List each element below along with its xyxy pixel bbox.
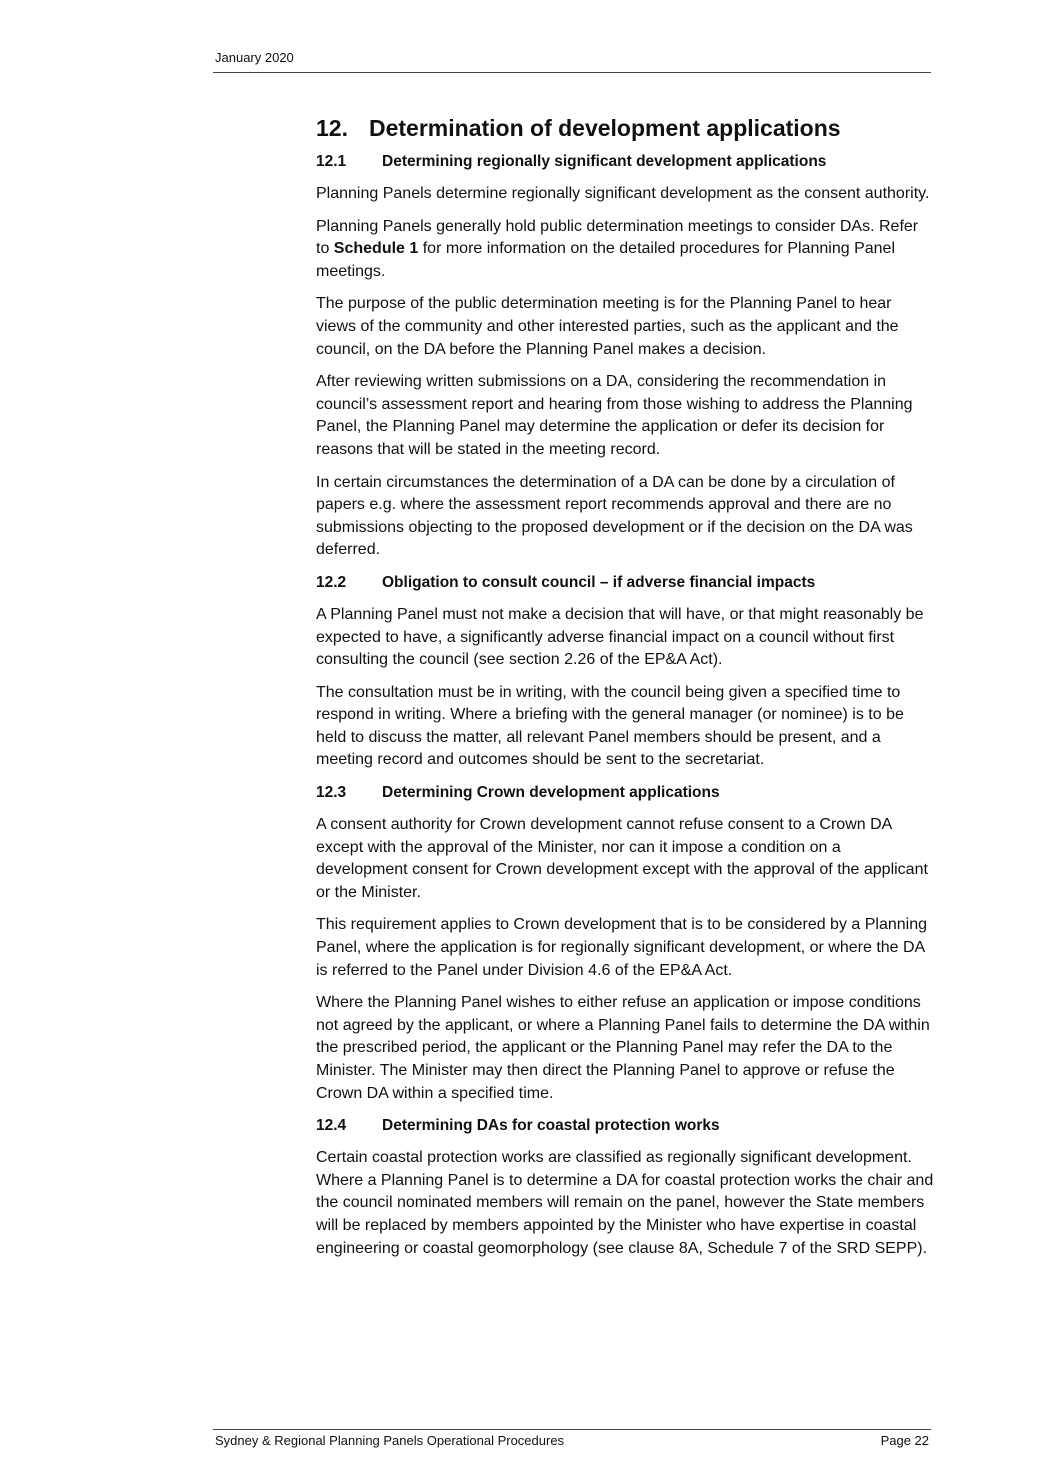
- page-footer: [213, 1429, 931, 1452]
- schedule-reference: Schedule 1: [333, 240, 419, 258]
- section-title: Determination of development applications: [369, 115, 841, 141]
- paragraph-schedule-reference: [316, 216, 934, 284]
- subsection-number: 12.2: [316, 573, 347, 591]
- subsection-title: Determining Crown development applications: [382, 784, 720, 802]
- paragraph-text: for more information on the detailed procedures for Planning Panel meetings.: [316, 240, 896, 280]
- paragraph: A consent authority for Crown development cannot refuse consent to a Crown DA except with the approval of the Minister, nor can it impose a condition on a development consent for Crown development except with the approval of the applicant or the Minister.: [316, 816, 928, 901]
- subsection-heading-12-2: [316, 572, 934, 594]
- paragraph: Certain coastal protection works are classified as regionally significant development. Where a Planning Panel is to determine a DA for coastal protection works the chair and the council nominated members will remain on the panel, however the State members will be replaced by members appointed by the Minister who have expertise in coastal engineering or coastal geomorphology (see clause 8A, Schedule 7 of the SRD SEPP).: [316, 1149, 934, 1257]
- subsection-title: Obligation to consult council – if adverse financial impacts: [382, 573, 816, 591]
- paragraph: Planning Panels determine regionally significant development as the consent authority.: [316, 185, 930, 202]
- paragraph: This requirement applies to Crown development that is to be considered by a Planning Panel, where the application is for regionally significant development, or where the DA is referred to the Panel under Division 4.6 of the EP&A Act.: [316, 916, 928, 979]
- paragraph: A Planning Panel must not make a decision that will have, or that might reasonably be expected to have, a significantly adverse financial impact on a council without first consulting the council (see section 2.26 of the EP&A Act).: [316, 605, 924, 669]
- subsection-title: Determining regionally significant development applications: [382, 153, 827, 170]
- footer-page-number: Page 22: [880, 1433, 929, 1448]
- paragraph: The purpose of the public determination meeting is for the Planning Panel to hear views of the community and other interested parties, such as the applicant and the council, on the DA before the Planning Panel makes a decision.: [316, 295, 899, 358]
- header-date: January 2020: [215, 50, 294, 65]
- subsection-number: 12.3: [316, 784, 347, 802]
- paragraph: The consultation must be in writing, with the council being given a specified time to respond in writing. Where a briefing with the general manager (or nominee) is to be held to discuss the matter, all relevant Panel members should be present, and a meeting record and outcomes should be sent to the secretariat.: [316, 683, 904, 769]
- page-header: [213, 49, 931, 73]
- subsection-heading-12-3: [316, 782, 934, 804]
- subsection-heading-12-1: [316, 151, 934, 173]
- paragraph-text: Planning Panels generally hold public determination meetings to consider DAs. Refer to: [316, 217, 919, 258]
- document-body: [316, 112, 934, 1270]
- footer-document-title: Sydney & Regional Planning Panels Operational Procedures: [215, 1433, 565, 1448]
- subsection-title: Determining DAs for coastal protection works: [382, 1117, 720, 1135]
- subsection-number: 12.4: [316, 1117, 347, 1135]
- subsection-number: 12.1: [316, 153, 347, 170]
- section-number: 12.: [316, 115, 348, 141]
- paragraph: After reviewing written submissions on a DA, considering the recommendation in council’s assessment report and hearing from those wishing to address the Planning Panel, the Planning Panel may determine the application or defer its decision for reasons that will be stated in the meeting record.: [316, 373, 913, 458]
- paragraph: Where the Planning Panel wishes to either refuse an application or impose conditions not agreed by the applicant, or where a Planning Panel fails to determine the DA within the prescribed period, the applicant or the Planning Panel may refer the DA to the Minister. The Minister may then direct the Planning Panel to approve or refuse the Crown DA within a specified time.: [316, 994, 930, 1102]
- section-heading: [316, 112, 934, 144]
- subsection-heading-12-4: [316, 1115, 934, 1137]
- paragraph: In certain circumstances the determination of a DA can be done by a circulation of papers e.g. where the assessment report recommends approval and there are no submissions objecting to the proposed development or if the decision on the DA was deferred.: [316, 473, 913, 559]
